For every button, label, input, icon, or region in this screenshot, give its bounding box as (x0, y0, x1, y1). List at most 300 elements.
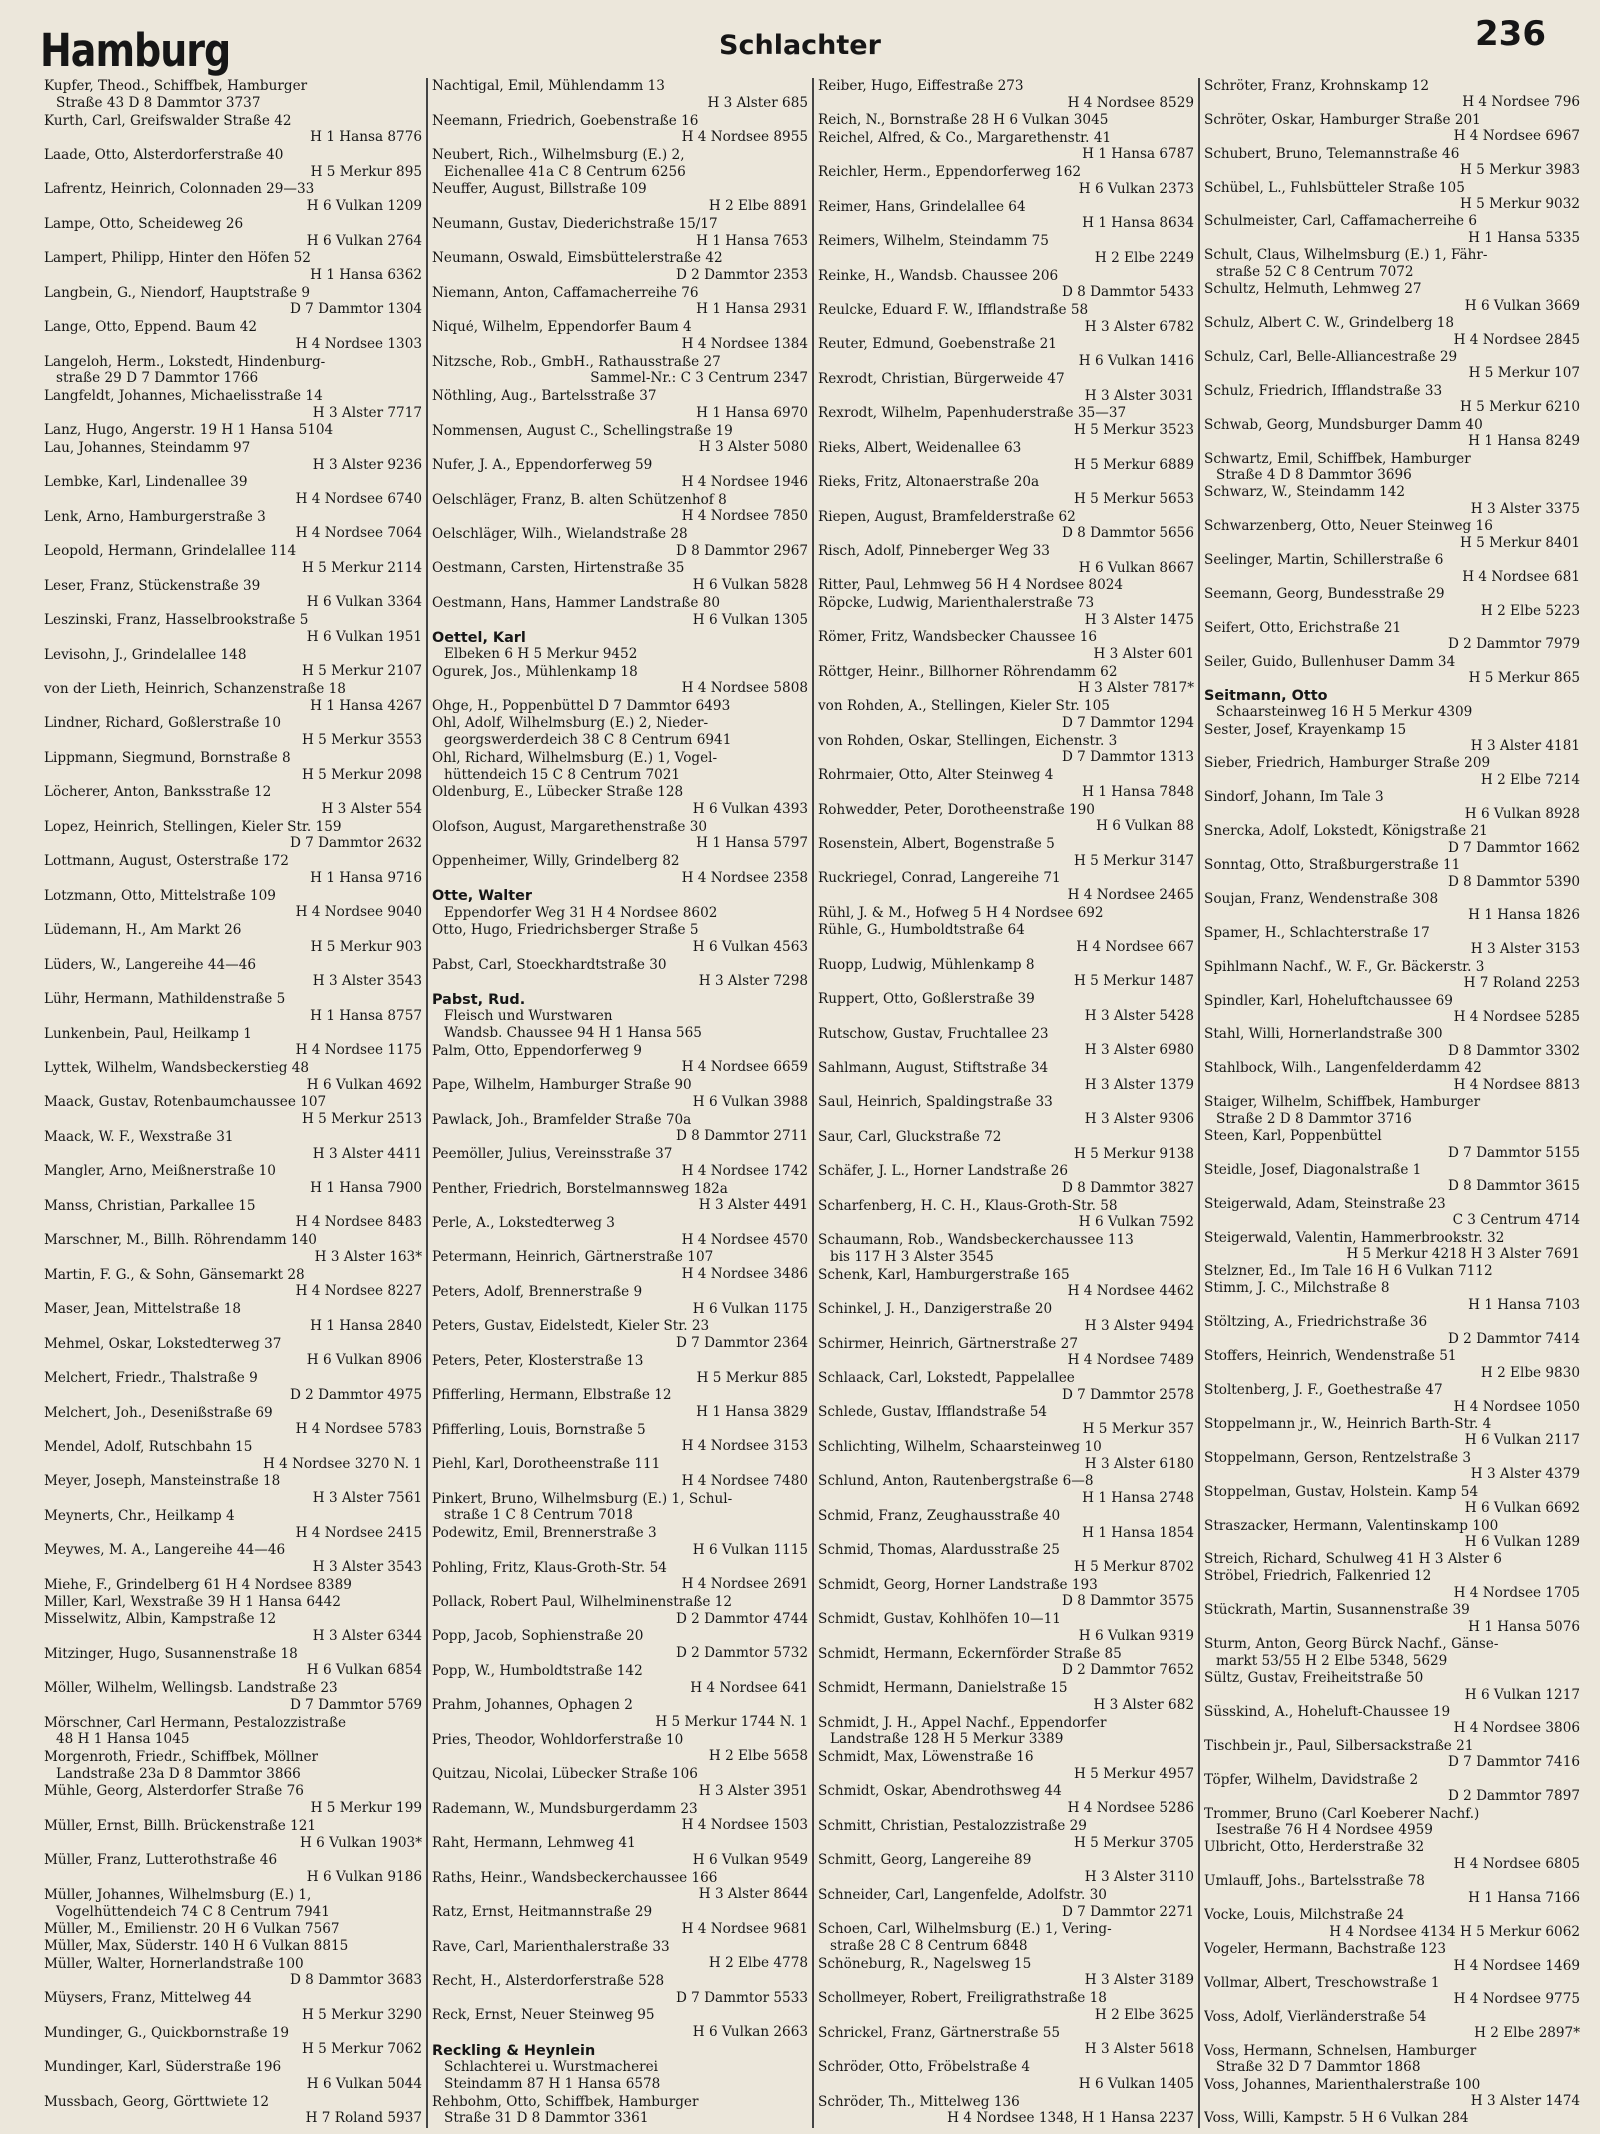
entry-line: H 6 Vulkan 4393 (692, 802, 808, 818)
entry-line: Lottmann, August, Osterstraße 172 (44, 854, 289, 870)
entry-line: H 6 Vulkan 1209 (306, 199, 422, 215)
directory-entry (432, 991, 808, 1043)
directory-entry (44, 1198, 422, 1232)
entry-line: H 1 Hansa 8776 (310, 130, 422, 146)
entry-line: H 1 Hansa 7653 (696, 233, 808, 249)
directory-entry (44, 853, 422, 887)
directory-entry (818, 802, 1194, 836)
entry-line: Stoppelmann, Gerson, Rentzelstraße 3 (1204, 1450, 1472, 1466)
directory-entry (1204, 722, 1580, 756)
entry-line: H 4 Nordsee 6740 (295, 491, 422, 507)
directory-entry (818, 78, 1194, 112)
entry-line: Pries, Theodor, Wohldorferstraße 10 (432, 1732, 684, 1748)
entry-line: Ruckriegel, Conrad, Langereihe 71 (818, 871, 1061, 887)
directory-entry (44, 1473, 422, 1507)
directory-entry (44, 1990, 422, 2024)
directory-entry (44, 509, 422, 543)
directory-entry (818, 2025, 1194, 2059)
entry-line: Eichenallee 41a C 8 Centrum 6256 (444, 164, 686, 180)
directory-entry (818, 112, 1194, 129)
directory-entry (818, 1336, 1194, 1370)
entry-line: H 1 Hansa 8249 (1468, 434, 1580, 450)
page-header (0, 0, 1600, 80)
entry-line: Spamer, H., Schlachterstraße 17 (1204, 925, 1430, 941)
entry-line: H 5 Merkur 895 (310, 164, 422, 180)
entry-line: Pawlack, Joh., Bramfelder Straße 70a (432, 1112, 692, 1128)
entry-line: H 4 Nordsee 8529 (1067, 95, 1194, 111)
entry-line: Neubert, Rich., Wilhelmsburg (E.) 2, (432, 147, 685, 163)
entry-line: H 3 Alster 3031 (1084, 388, 1194, 404)
entry-line: H 7 Roland 5937 (305, 2111, 422, 2127)
entry-line: H 6 Vulkan 1115 (692, 1542, 808, 1558)
entry-line: H 4 Nordsee 3806 (1453, 1721, 1580, 1737)
directory-entry (432, 1422, 808, 1456)
entry-line: Quitzau, Nicolai, Lübecker Straße 106 (432, 1767, 698, 1783)
directory-entry (1204, 789, 1580, 823)
entry-line: H 3 Alster 7717 (312, 405, 422, 421)
directory-entry (44, 1129, 422, 1163)
directory-entry (432, 457, 808, 491)
entry-line: Raht, Hermann, Lehmweg 41 (432, 1836, 636, 1852)
directory-entry (44, 1938, 422, 1955)
listing-column (1198, 78, 1584, 2128)
entry-line: Reulcke, Eduard F. W., Ifflandstraße 58 (818, 303, 1089, 318)
directory-entry (44, 1852, 422, 1886)
entry-line: H 3 Alster 601 (1093, 646, 1194, 662)
directory-entry (1204, 1416, 1580, 1450)
entry-line: D 7 Dammtor 2271 (1061, 1904, 1194, 1920)
entry-line: Elbeken 6 H 5 Merkur 9452 (444, 647, 638, 663)
entry-line: H 3 Alster 8644 (698, 1887, 808, 1903)
entry-line: H 6 Vulkan 3364 (306, 595, 422, 611)
directory-entry (1204, 1941, 1580, 1975)
entry-line: Peters, Adolf, Brennerstraße 9 (432, 1284, 643, 1300)
entry-line: Laade, Otto, Alsterdorferstraße 40 (44, 147, 284, 163)
entry-line: Isestraße 76 H 4 Nordsee 4959 (1216, 1823, 1433, 1838)
entry-line: Seelinger, Martin, Schillerstraße 6 (1204, 553, 1444, 569)
entry-line: Mendel, Adolf, Rutschbahn 15 (44, 1439, 253, 1455)
directory-entry (44, 1336, 422, 1370)
entry-line: H 3 Alster 1379 (1084, 1077, 1194, 1093)
entry-line: Olofson, August, Margarethenstraße 30 (432, 819, 708, 835)
entry-line: H 4 Nordsee 8813 (1453, 1077, 1580, 1093)
directory-entry (1204, 2009, 1580, 2043)
entry-line: H 2 Elbe 2897* (1474, 2026, 1580, 2042)
entry-line: H 4 Nordsee 7850 (681, 509, 808, 525)
entry-line: D 7 Dammtor 2632 (289, 836, 422, 852)
entry-line: bis 117 H 3 Alster 3545 (830, 1249, 994, 1265)
entry-line: Schmid, Thomas, Alardusstraße 25 (818, 1543, 1060, 1559)
entry-line: Saur, Carl, Gluckstraße 72 (818, 1129, 1002, 1145)
directory-entry (1204, 2043, 1580, 2077)
entry-line: H 6 Vulkan 2764 (306, 233, 422, 249)
entry-line: Reichel, Alfred, & Co., Margarethenstr. 41 (818, 130, 1112, 146)
entry-line: Nachtigal, Emil, Mühlendamm 13 (432, 79, 665, 95)
entry-line: Sindorf, Johann, Im Tale 3 (1204, 790, 1384, 806)
directory-entry (818, 991, 1194, 1025)
entry-line: H 6 Vulkan 6854 (306, 1663, 422, 1679)
entry-line: H 5 Merkur 9032 (1459, 197, 1580, 212)
entry-line: H 4 Nordsee 6967 (1453, 129, 1580, 145)
entry-line: Stahl, Willi, Hornerlandstraße 300 (1204, 1027, 1443, 1043)
directory-entry (432, 664, 808, 698)
entry-line: Nommensen, August C., Schellingstraße 19 (432, 423, 733, 439)
entry-line: Tischbein jr., Paul, Silbersackstraße 21 (1204, 1738, 1474, 1754)
entry-line: Straße 32 D 7 Dammtor 1868 (1216, 2060, 1421, 2076)
directory-entry (1204, 1840, 1580, 1874)
category-title: Schlachter (719, 30, 881, 61)
directory-entry (432, 1112, 808, 1146)
directory-entry (1204, 518, 1580, 552)
entry-line: H 3 Alster 7561 (312, 1491, 422, 1507)
directory-entry (44, 1921, 422, 1938)
directory-entry (432, 595, 808, 629)
entry-line: Steigerwald, Valentin, Hammerbrookstr. 32 (1204, 1230, 1505, 1246)
entry-line: H 7 Roland 2253 (1463, 976, 1580, 992)
entry-line: H 3 Alster 3543 (312, 974, 422, 990)
entry-line: Vocke, Louis, Milchstraße 24 (1204, 1908, 1404, 1924)
directory-entry (44, 1404, 422, 1438)
entry-line: H 1 Hansa 1854 (1082, 1525, 1194, 1541)
entry-line: H 1 Hansa 2840 (310, 1318, 422, 1334)
entry-line: Maack, Gustav, Rotenbaumchaussee 107 (44, 1095, 327, 1111)
entry-line: H 2 Elbe 5658 (708, 1749, 808, 1765)
directory-entry (432, 698, 808, 715)
entry-line: Stoppelmann jr., W., Heinrich Barth-Str. 4 (1204, 1416, 1492, 1432)
entry-line: Ritter, Paul, Lehmweg 56 H 4 Nordsee 8024 (818, 578, 1124, 594)
directory-entry (44, 1783, 422, 1817)
directory-entry (44, 285, 422, 319)
directory-entry (1204, 688, 1580, 722)
entry-line: Leser, Franz, Stückenstraße 39 (44, 578, 261, 594)
entry-line: Ratz, Ernst, Heitmannstraße 29 (432, 1905, 653, 1921)
entry-line: Reich, N., Bornstraße 28 H 6 Vulkan 3045 (818, 113, 1109, 129)
entry-line: Lühr, Hermann, Mathildenstraße 5 (44, 992, 286, 1008)
directory-entry (432, 1284, 808, 1318)
entry-line: H 1 Hansa 9716 (310, 870, 422, 886)
entry-line: H 6 Vulkan 2117 (1464, 1433, 1580, 1449)
directory-entry (1204, 112, 1580, 146)
directory-entry (44, 1611, 422, 1645)
entry-line: Rademann, W., Mundsburgerdamm 23 (432, 1801, 698, 1817)
entry-line: H 4 Nordsee 1503 (681, 1818, 808, 1834)
entry-line: H 1 Hansa 2931 (696, 302, 808, 318)
entry-line: Lafrentz, Heinrich, Colonnaden 29—33 (44, 182, 315, 198)
entry-line: Schwarzenberg, Otto, Neuer Steinweg 16 (1204, 519, 1493, 535)
directory-entry (818, 1715, 1194, 1749)
directory-entry (44, 2093, 422, 2127)
entry-line: Petermann, Heinrich, Gärtnerstraße 107 (432, 1250, 714, 1266)
entry-line: Piehl, Karl, Dorotheenstraße 111 (432, 1457, 661, 1473)
directory-entry (818, 664, 1194, 698)
directory-entry (818, 1852, 1194, 1886)
directory-entry (432, 853, 808, 887)
directory-entry (818, 698, 1194, 732)
entry-line: D 2 Dammtor 4975 (289, 1387, 422, 1403)
directory-entry (44, 1025, 422, 1059)
directory-entry (432, 715, 808, 749)
entry-line: Stoffers, Heinrich, Wendenstraße 51 (1204, 1349, 1457, 1365)
entry-line: H 5 Merkur 903 (310, 939, 422, 955)
entry-line: H 3 Alster 1474 (1470, 2094, 1580, 2109)
entry-line: Mussbach, Georg, Görttwiete 12 (44, 2094, 269, 2110)
entry-line: Recht, H., Alsterdorferstraße 528 (432, 1973, 665, 1989)
entry-line: H 4 Nordsee 8227 (295, 1284, 422, 1300)
entry-line: Popp, W., Humboldtstraße 142 (432, 1663, 643, 1679)
entry-line: Rieks, Albert, Weidenallee 63 (818, 440, 1022, 456)
entry-line: Schlund, Anton, Rautenbergstraße 6—8 (818, 1474, 1094, 1490)
entry-line: H 6 Vulkan 1217 (1464, 1687, 1580, 1703)
directory-entry (1204, 1162, 1580, 1196)
directory-entry (432, 957, 808, 991)
entry-line: H 6 Vulkan 4563 (692, 939, 808, 955)
directory-entry (432, 216, 808, 250)
entry-line: straße 1 C 8 Centrum 7018 (444, 1508, 633, 1524)
entry-line: H 6 Vulkan 3669 (1464, 298, 1580, 314)
directory-entry (44, 957, 422, 991)
directory-entry (432, 1318, 808, 1352)
entry-line: H 3 Alster 6344 (312, 1628, 422, 1644)
entry-line: D 2 Dammtor 5732 (675, 1646, 808, 1662)
entry-line: Voss, Hermann, Schnelsen, Hamburger (1204, 2043, 1477, 2059)
directory-entry (818, 1301, 1194, 1335)
directory-entry (818, 164, 1194, 198)
entry-line: H 4 Nordsee 3486 (681, 1267, 808, 1283)
entry-line: H 1 Hansa 3829 (696, 1404, 808, 1420)
entry-line: H 5 Merkur 2513 (301, 1112, 422, 1128)
entry-line: Stimm, J. C., Milchstraße 8 (1204, 1281, 1390, 1297)
entry-line: H 6 Vulkan 2373 (1078, 181, 1194, 197)
directory-entry (818, 199, 1194, 233)
entry-line: von Rohden, Oskar, Stellingen, Eichenstr. 3 (818, 733, 1118, 749)
entry-line: Reiber, Hugo, Eiffestraße 273 (818, 79, 1024, 95)
entry-line: D 8 Dammtor 2967 (675, 543, 808, 559)
entry-line: Schirmer, Heinrich, Gärtnerstraße 27 (818, 1336, 1078, 1352)
entry-line: D 8 Dammtor 5390 (1447, 874, 1580, 890)
directory-entry (1204, 1704, 1580, 1738)
directory-entry (44, 888, 422, 922)
entry-line: Schröder, Otto, Fröbelstraße 4 (818, 2060, 1030, 2076)
entry-line: H 5 Merkur 3523 (1073, 423, 1194, 439)
entry-heading: Reckling & Heynlein (432, 2042, 596, 2059)
entry-line: Röpcke, Ludwig, Marienthalerstraße 73 (818, 595, 1095, 611)
directory-entry (432, 1249, 808, 1283)
entry-line: straße 52 C 8 Centrum 7072 (1216, 264, 1414, 280)
entry-line: Löcherer, Anton, Banksstraße 12 (44, 785, 272, 801)
entry-line: Otto, Hugo, Friedrichsberger Straße 5 (432, 923, 699, 939)
directory-entry (818, 267, 1194, 301)
entry-line: D 2 Dammtor 7652 (1061, 1663, 1194, 1679)
entry-line: H 4 Nordsee 8955 (681, 130, 808, 146)
entry-line: Schulz, Carl, Belle-Alliancestraße 29 (1204, 349, 1458, 365)
directory-entry (818, 2059, 1194, 2093)
directory-entry (432, 1697, 808, 1731)
directory-entry (818, 1749, 1194, 1783)
directory-entry (44, 1508, 422, 1542)
directory-entry (44, 646, 422, 680)
entry-line: Schlaack, Carl, Lokstedt, Pappelallee (818, 1371, 1075, 1387)
entry-line: H 6 Vulkan 4692 (306, 1077, 422, 1093)
directory-entry (818, 1508, 1194, 1542)
entry-line: Neumann, Gustav, Diederichstraße 15/17 (432, 216, 718, 232)
entry-line: Müller, M., Emilienstr. 20 H 6 Vulkan 7567 (44, 1922, 340, 1938)
entry-line: Leopold, Hermann, Grindelallee 114 (44, 544, 297, 560)
entry-line: Sturm, Anton, Georg Bürck Nachf., Gänse- (1204, 1637, 1499, 1653)
directory-entry (432, 1973, 808, 2007)
entry-line: Fleisch und Wurstwaren (444, 1009, 613, 1025)
directory-entry (1204, 315, 1580, 349)
entry-line: D 8 Dammtor 3683 (289, 1973, 422, 1989)
entry-line: D 2 Dammtor 7979 (1447, 637, 1580, 653)
directory-entry (1204, 1569, 1580, 1603)
directory-entry (432, 388, 808, 422)
entry-line: H 5 Merkur 3553 (301, 733, 422, 749)
entry-line: H 4 Nordsee 1705 (1453, 1585, 1580, 1601)
entry-line: Müller, Max, Süderstr. 140 H 6 Vulkan 8815 (44, 1939, 349, 1955)
entry-heading: Otte, Walter (432, 888, 532, 905)
directory-entry (432, 491, 808, 525)
entry-line: Vollmar, Albert, Treschowstraße 1 (1204, 1975, 1440, 1991)
entry-line: Ruppert, Otto, Goßlerstraße 39 (818, 992, 1035, 1008)
entry-line: H 2 Elbe 4778 (708, 1956, 808, 1972)
directory-entry (818, 1473, 1194, 1507)
entry-line: Schröter, Oskar, Hamburger Straße 201 (1204, 112, 1481, 128)
entry-line: H 4 Nordsee 6805 (1453, 1856, 1580, 1872)
directory-entry (432, 285, 808, 319)
entry-line: Melchert, Friedr., Thalstraße 9 (44, 1371, 258, 1387)
entry-line: Sieber, Friedrich, Hamburger Straße 209 (1204, 756, 1491, 772)
entry-line: D 2 Dammtor 7414 (1447, 1331, 1580, 1347)
directory-entry (432, 1594, 808, 1628)
directory-entry (1204, 1027, 1580, 1061)
entry-line: D 8 Dammtor 3615 (1447, 1179, 1580, 1195)
directory-entry (818, 1198, 1194, 1232)
directory-entry (44, 715, 422, 749)
directory-entry (818, 405, 1194, 439)
entry-line: H 4 Nordsee 5783 (295, 1422, 422, 1438)
directory-entry (432, 1559, 808, 1593)
entry-line: H 4 Nordsee 1469 (1453, 1958, 1580, 1974)
entry-line: H 5 Merkur 8702 (1073, 1559, 1194, 1575)
directory-entry (432, 423, 808, 457)
entry-line: Schaarsteinweg 16 H 5 Merkur 4309 (1216, 705, 1473, 721)
entry-line: D 8 Dammtor 5433 (1061, 285, 1194, 301)
directory-entry (432, 1835, 808, 1869)
entry-line: Nufer, J. A., Eppendorferweg 59 (432, 458, 653, 474)
entry-line: Rohwedder, Peter, Dorotheenstraße 190 (818, 802, 1095, 818)
entry-line: Schmidt, Hermann, Eckernförder Straße 85 (818, 1646, 1122, 1662)
entry-line: H 3 Alster 163* (314, 1249, 422, 1265)
entry-line: Rehbohm, Otto, Schiffbek, Hamburger (432, 2094, 699, 2110)
directory-entry (818, 1025, 1194, 1059)
directory-entry (818, 336, 1194, 370)
directory-entry (432, 1456, 808, 1490)
directory-entry (1204, 1552, 1580, 1569)
entry-line: straße 29 D 7 Dammtor 1766 (56, 371, 259, 387)
entry-line: Ohl, Adolf, Wilhelmsburg (E.) 2, Nieder- (432, 716, 709, 732)
directory-entry (818, 922, 1194, 956)
entry-line: H 3 Alster 7817* (1077, 681, 1194, 697)
entry-line: Steindamm 87 H 1 Hansa 6578 (444, 2076, 661, 2092)
entry-line: H 1 Hansa 5797 (696, 836, 808, 852)
entry-line: Müller, Walter, Hornerlandstraße 100 (44, 1956, 304, 1972)
entry-line: H 4 Nordsee 2691 (681, 1577, 808, 1593)
entry-line: Schübel, L., Fuhlsbütteler Straße 105 (1204, 180, 1465, 196)
entry-line: Pohling, Fritz, Klaus-Groth-Str. 54 (432, 1560, 667, 1576)
entry-line: D 8 Dammtor 2711 (675, 1129, 808, 1145)
entry-line: H 3 Alster 682 (1093, 1697, 1194, 1713)
entry-line: Vogelhüttendeich 74 C 8 Centrum 7941 (56, 1904, 330, 1920)
entry-line: D 7 Dammtor 5155 (1447, 1145, 1580, 1161)
directory-entry (1204, 756, 1580, 790)
entry-line: Schollmeyer, Robert, Freiligrathstraße 18 (818, 1991, 1107, 2007)
directory-entry (44, 1715, 422, 1749)
directory-entry (1204, 146, 1580, 180)
entry-line: Schmidt, J. H., Appel Nachf., Eppendorfer (818, 1715, 1107, 1731)
entry-line: H 4 Nordsee 5286 (1067, 1801, 1194, 1817)
directory-entry (818, 1818, 1194, 1852)
entry-line: H 2 Elbe 9830 (1480, 1365, 1580, 1381)
entry-line: H 1 Hansa 7103 (1468, 1297, 1580, 1313)
entry-line: H 3 Alster 4181 (1470, 739, 1580, 754)
entry-line: Schulz, Friedrich, Ifflandstraße 33 (1204, 383, 1443, 399)
directory-entry (44, 1094, 422, 1128)
entry-line: Langfeldt, Johannes, Michaelisstraße 14 (44, 389, 323, 405)
directory-entry (44, 1680, 422, 1714)
entry-line: H 5 Merkur 199 (310, 1801, 422, 1817)
entry-line: Mundinger, Karl, Süderstraße 196 (44, 2060, 282, 2076)
directory-entry (432, 1146, 808, 1180)
directory-entry (1204, 417, 1580, 451)
entry-line: Stückrath, Martin, Susannenstraße 39 (1204, 1603, 1470, 1619)
entry-line: markt 53/55 H 2 Elbe 5348, 5629 (1216, 1653, 1448, 1669)
directory-entry (818, 1163, 1194, 1197)
entry-line: Schmidt, Gustav, Kohlhöfen 10—11 (818, 1612, 1061, 1628)
entry-line: Miehe, F., Grindelberg 61 H 4 Nordsee 8389 (44, 1577, 352, 1593)
entry-heading: Oettel, Karl (432, 630, 526, 646)
directory-entry (44, 2025, 422, 2059)
directory-entry (1204, 1230, 1580, 1264)
directory-entry (1204, 247, 1580, 281)
entry-line: Pollack, Robert Paul, Wilhelminenstraße 12 (432, 1594, 733, 1610)
entry-line: C 3 Centrum 4714 (1452, 1213, 1580, 1229)
entry-line: H 6 Vulkan 5044 (306, 2076, 422, 2092)
directory-entry (44, 250, 422, 284)
entry-line: Lunkenbein, Paul, Heilkamp 1 (44, 1026, 252, 1042)
entry-line: Melchert, Joh., Desenißstraße 69 (44, 1405, 273, 1421)
directory-entry (44, 147, 422, 181)
entry-line: Ruopp, Ludwig, Mühlenkamp 8 (818, 957, 1035, 973)
entry-line: Stöltzing, A., Friedrichstraße 36 (1204, 1315, 1428, 1331)
directory-entry (818, 371, 1194, 405)
entry-line: Seiler, Guido, Bullenhuser Damm 34 (1204, 654, 1456, 670)
entry-line: Meywes, M. A., Langereihe 44—46 (44, 1543, 286, 1559)
entry-line: H 5 Merkur 3705 (1073, 1835, 1194, 1851)
entry-line: D 7 Dammtor 2578 (1061, 1387, 1194, 1403)
entry-line: Prahm, Johannes, Ophagen 2 (432, 1698, 633, 1714)
entry-line: H 1 Hansa 6787 (1082, 147, 1194, 163)
entry-line: Maack, W. F., Wexstraße 31 (44, 1129, 234, 1145)
directory-entry (432, 1938, 808, 1972)
entry-line: Lenk, Arno, Hamburgerstraße 3 (44, 509, 266, 525)
entry-line: Ohl, Richard, Wilhelmsburg (E.) 1, Vogel- (432, 750, 718, 766)
directory-entry (818, 1646, 1194, 1680)
entry-line: Lindner, Richard, Goßlerstraße 10 (44, 716, 281, 732)
entry-line: D 7 Dammtor 2364 (675, 1336, 808, 1352)
directory-entry (1204, 1382, 1580, 1416)
entry-line: H 3 Alster 3153 (1470, 942, 1580, 958)
entry-line: Stahlbock, Wilh., Langenfelderdamm 42 (1204, 1061, 1482, 1077)
